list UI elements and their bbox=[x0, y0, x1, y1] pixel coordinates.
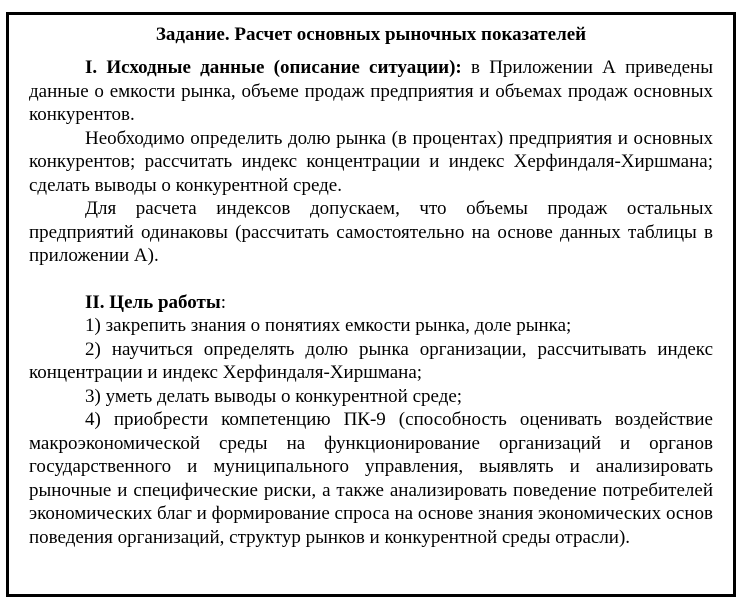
goal-item-3: 3) уметь делать выводы о конкурентной среде; bbox=[85, 385, 463, 407]
section1-paragraph-1 bbox=[29, 56, 713, 127]
goal-item-4: 4) приобрести компетенцию ПК-9 (способность оценивать воздействие макроэкономической среды на функционирование организаций и органов государственного и муниципального управления, выявлять и анализировать рыночные и специфические риски, а также анализировать поведение потребителей экономических благ и формирование спроса на основе знания экономических основ поведения организаций, структур рынков и конкурентной среды отрасли). bbox=[29, 409, 713, 548]
section2-heading-colon: : bbox=[220, 291, 226, 313]
section1-heading: I. Исходные данные (описание ситуации): bbox=[85, 57, 462, 78]
goal-item-1: 1) закрепить знания о понятиях емкости рынка, доле рынка; bbox=[85, 315, 572, 336]
section-spacer bbox=[29, 268, 713, 291]
section1-paragraph-1-text: в Приложении А приведены данные о емкости рынка, объеме продаж предприятия и объемах продаж основных конкурентов. bbox=[29, 57, 713, 125]
task-frame bbox=[6, 12, 736, 597]
section1-paragraph-3: Для расчета индексов допускаем, что объемы продаж остальных предприятий одинаковы (рассчитать самостоятельно на основе данных таблицы в приложении А). bbox=[29, 198, 713, 266]
page-title: Задание. Расчет основных рыночных показателей bbox=[155, 24, 587, 45]
section2-heading-line bbox=[29, 291, 713, 315]
section1-paragraph-2: Необходимо определить долю рынка (в процентах) предприятия и основных конкурентов; рассчитать индекс концентрации и индекс Херфиндаля-Хиршмана; сделать выводы о конкурентной среде. bbox=[29, 127, 713, 196]
section2-heading: II. Цель работы bbox=[85, 291, 221, 313]
goal-item-2: 2) научиться определять долю рынка организации, рассчитывать индекс концентрации и индекс Херфиндаля-Хиршмана; bbox=[29, 338, 713, 383]
